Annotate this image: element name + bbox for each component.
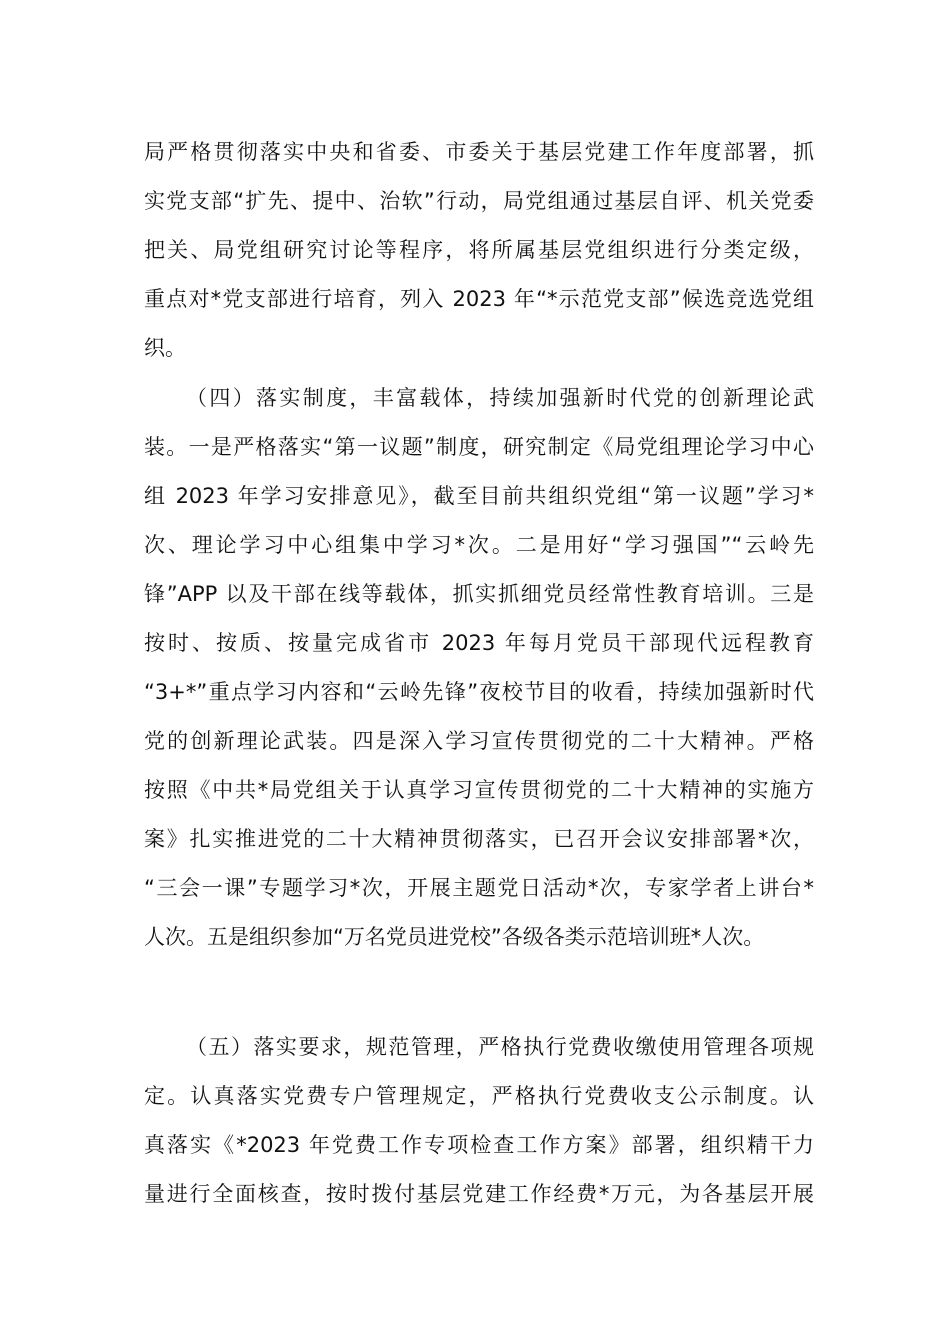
text-line: 织。 — [144, 336, 186, 360]
section-heading-four: （四）落实制度，丰富载体，持续加强新时代党的创新理论武 — [186, 386, 814, 410]
text-line: 量进行全面核查，按时拨付基层党建工作经费*万元，为各基层开展 — [144, 1182, 814, 1206]
text-line: 把关、局党组研究讨论等程序，将所属基层党组织进行分类定级， — [144, 238, 814, 262]
text-line: 真落实《*2023 年党费工作专项检查工作方案》部署，组织精干力 — [144, 1133, 814, 1157]
text-line: 次、理论学习中心组集中学习*次。二是用好“学习强国”“云岭先 — [144, 533, 814, 557]
section-heading-five: （五）落实要求，规范管理，严格执行党费收缴使用管理各项规 — [186, 1035, 814, 1059]
text-line: 人次。五是组织参加“万名党员进党校”各级各类示范培训班*人次。 — [144, 925, 765, 949]
text-line: 装。一是严格落实“第一议题”制度，研究制定《局党组理论学习中心 — [144, 435, 814, 459]
text-line: 按照《中共*局党组关于认真学习宣传贯彻党的二十大精神的实施方 — [144, 778, 814, 802]
text-line: 重点对*党支部进行培育，列入 2023 年“*示范党支部”候选竞选党组 — [144, 287, 814, 311]
text-line: 按时、按质、按量完成省市 2023 年每月党员干部现代远程教育 — [144, 631, 814, 655]
text-line: 案》扎实推进党的二十大精神贯彻落实，已召开会议安排部署*次， — [144, 827, 814, 851]
text-line: 组 2023 年学习安排意见》，截至目前共组织党组“第一议题”学习* — [144, 484, 814, 508]
text-line: 定。认真落实党费专户管理规定，严格执行党费收支公示制度。认 — [144, 1084, 814, 1108]
text-line: “3+*”重点学习内容和“云岭先锋”夜校节目的收看，持续加强新时代 — [144, 680, 814, 704]
text-line: 党的创新理论武装。四是深入学习宣传贯彻党的二十大精神。严格 — [144, 729, 814, 753]
text-line: 锋”APP 以及干部在线等载体，抓实抓细党员经常性教育培训。三是 — [144, 582, 814, 606]
text-line: 局严格贯彻落实中央和省委、市委关于基层党建工作年度部署，抓 — [144, 140, 814, 164]
text-line: 实党支部“扩先、提中、治软”行动，局党组通过基层自评、机关党委 — [144, 189, 814, 213]
text-line: “三会一课”专题学习*次，开展主题党日活动*次，专家学者上讲台* — [144, 876, 814, 900]
